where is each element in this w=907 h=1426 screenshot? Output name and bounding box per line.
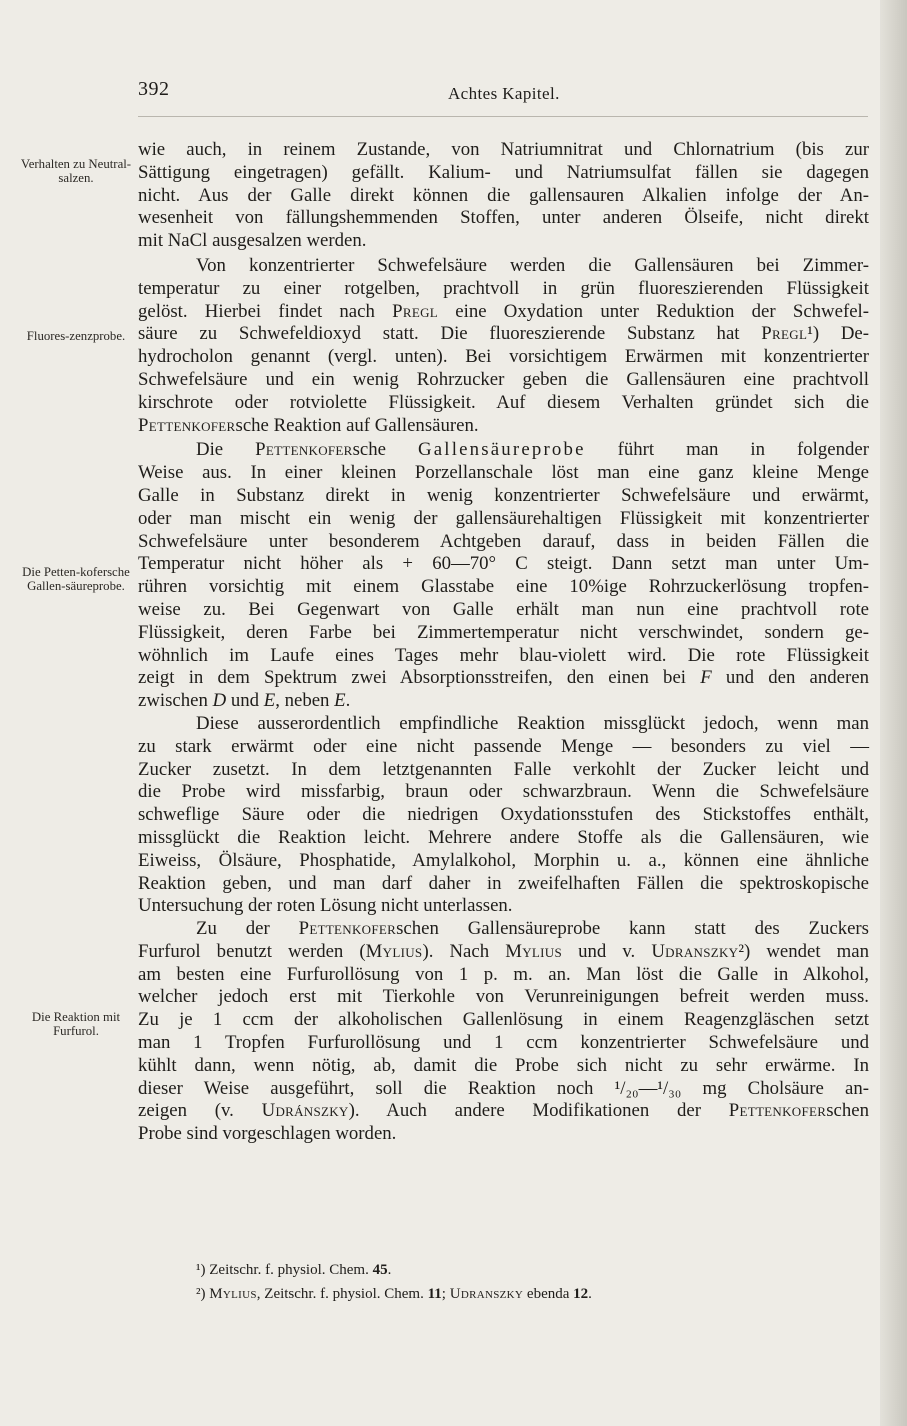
text-line: wöhnlich im Laufe eines Tages mehr blau-violett wird. Die rote Flüssigkeit	[138, 644, 869, 666]
text-line: wesenheit von fällungshemmenden Stoffen, unter anderen Ölseife, nicht direkt	[138, 207, 869, 229]
text-line: Eiweiss, Ölsäure, Phosphatide, Amylalkohol, Morphin u. a., können eine ähnliche	[138, 849, 869, 871]
text-line: zu stark erwärmt oder eine nicht passende Menge — besonders zu viel —	[138, 735, 869, 757]
author-name: Pettenkofer	[728, 1100, 827, 1122]
text-line: Zu der Pettenkoferschen Gallensäureprobe kann statt des Zuckers	[196, 918, 869, 940]
author-name: Pregl	[392, 300, 439, 322]
page-header	[138, 78, 868, 108]
text-line: Furfurol benutzt werden (Mylius). Nach Mylius und v. Udranszky²) wendet man	[138, 940, 869, 962]
footnote-1: ¹) Zeitschr. f. physiol. Chem. 45.	[196, 1262, 392, 1278]
header-rule	[138, 116, 868, 117]
text-line: Schwefelsäure unter besonderem Achtgeben darauf, dass in beiden Fällen die	[138, 530, 869, 552]
margin-note-furfurol-reaction: Die Reaktion mit Furfurol.	[31, 1010, 121, 1038]
text-line: weise zu. Bei Gegenwart von Galle erhält man nun eine prachtvoll rote	[138, 598, 869, 620]
text-line: Zu je 1 ccm der alkoholischen Gallenlösung in einem Reagenzgläschen setzt	[138, 1009, 869, 1031]
text-line: Diese ausserordentlich empfindliche Reaktion missglückt jedoch, wenn man	[196, 712, 869, 734]
author-name: Mylius	[365, 940, 423, 962]
running-head: Achtes Kapitel.	[448, 84, 560, 103]
footnotes	[196, 1258, 856, 1306]
text-line: dieser Weise ausgeführt, soll die Reaktion noch ¹/₂₀—¹/₃₀ mg Cholsäure an-	[138, 1077, 869, 1099]
page-number: 392	[138, 78, 170, 100]
text-line: säure zu Schwefeldioxyd statt. Die fluoreszierende Substanz hat Pregl¹) De-	[138, 323, 870, 345]
author-name: Pettenkofer	[298, 918, 397, 940]
text-line: wie auch, in reinem Zustande, von Natriumnitrat und Chlornatrium (bis zur	[138, 139, 869, 160]
text-line: Zucker zusetzt. In dem letztgenannten Falle verkohlt der Zucker leicht und	[138, 758, 869, 780]
text-line: Temperatur nicht höher als + 60—70° C steigt. Dann setzt man unter Um-	[138, 553, 869, 575]
text-line: kirschrote oder rotviolette Flüssigkeit. Auf diesem Verhalten gründet sich die	[138, 391, 869, 413]
text-line: oder man mischt ein wenig der gallensäurehaltigen Flüssigkeit mit konzentrierter	[138, 507, 869, 529]
author-name: Pregl	[761, 323, 808, 345]
text-line: Galle in Substanz direkt in wenig konzentrierter Schwefelsäure und erwärmt,	[138, 484, 869, 506]
author-name: Udranszky	[651, 940, 739, 962]
text-line: kühlt dann, wenn nötig, ab, damit die Probe sich nicht zu sehr erwärme. In	[138, 1054, 869, 1076]
text-line: welcher jedoch erst mit Tierkohle von Verunreinigungen befreit werden muss.	[138, 986, 869, 1008]
text-line: die Probe wird missfarbig, braun oder schwarzbraun. Wenn die Schwefelsäure	[138, 781, 869, 803]
text-line: schweflige Säure oder die niedrigen Oxydationsstufen des Stickstoffes enthält,	[138, 804, 869, 826]
author-name: Pettenkofer	[138, 414, 236, 436]
author-name: Udránszky	[261, 1100, 349, 1122]
text-line: nicht. Aus der Galle direkt können die gallensauren Alkalien infolge der An-	[138, 184, 869, 206]
text-line: Sättigung eingetragen) gefällt. Kalium- und Natriumsulfat fällen sie dagegen	[138, 161, 869, 183]
text-line: zeigt in dem Spektrum zwei Absorptionsstreifen, den einen bei F und den anderen	[138, 667, 869, 689]
text-line: gelöst. Hierbei findet nach Pregl eine Oxydation unter Reduktion der Schwefel-	[138, 300, 870, 322]
text-line: Von konzentrierter Schwefelsäure werden die Gallensäuren bei Zimmer-	[196, 254, 869, 276]
text-line: Untersuchung der roten Lösung nicht unterlassen.	[138, 895, 513, 917]
text-line: Pettenkofersche Reaktion auf Gallensäuren.	[138, 414, 479, 436]
author-name: Pettenkofer	[255, 439, 353, 461]
text-line: am besten eine Furfurollösung von 1 p. m. an. Man löst die Galle in Alkohol,	[138, 963, 869, 985]
text-line: zwischen D und E, neben E.	[138, 690, 351, 712]
text-line: temperatur zu einer rotgelben, prachtvoll in grün fluoreszierenden Flüssigkeit	[138, 277, 869, 299]
text-line: missglückt die Reaktion leicht. Mehrere andere Stoffe als die Gallensäuren, wie	[138, 826, 869, 848]
text-line: Flüssigkeit, deren Farbe bei Zimmertemperatur nicht verschwindet, sondern ge-	[138, 621, 869, 643]
text-line: man 1 Tropfen Furfurollösung und 1 ccm konzentrierter Schwefelsäure und	[138, 1032, 869, 1054]
margin-note-pettenkofer-test: Die Petten-kofersche Gallen-säureprobe.	[22, 565, 130, 593]
text-line: Reaktion geben, und man darf daher in zweifelhaften Fällen die spektroskopische	[138, 872, 869, 894]
text-line: Weise aus. In einer kleinen Porzellanschale löst man eine ganz kleine Menge	[138, 462, 869, 484]
body-text	[138, 139, 869, 1146]
page-edge	[880, 0, 907, 1426]
margin-note-fluorescence-test: Fluores-zenzprobe.	[26, 329, 126, 343]
text-line: mit NaCl ausgesalzen werden.	[138, 230, 367, 252]
text-line: rühren vorsichtig mit einem Glasstabe eine 10%ige Rohrzuckerlösung tropfen-	[138, 576, 869, 598]
emphasis-term: Gallensäureprobe	[417, 439, 586, 461]
margin-note-neutral-salts: Verhalten zu Neutral-salzen.	[20, 157, 132, 185]
text-line: hydrocholon genannt (vergl. unten). Bei vorsichtigem Erwärmen mit konzentrierter	[138, 346, 869, 368]
text-line: zeigen (v. Udránszky). Auch andere Modifikationen der Pettenkoferschen	[138, 1100, 869, 1122]
text-line: Die Pettenkofersche Gallensäureprobe führt man in folgender	[196, 439, 869, 461]
text-line: Probe sind vorgeschlagen worden.	[138, 1123, 397, 1145]
text-line: Schwefelsäure und ein wenig Rohrzucker geben die Gallensäuren eine prachtvoll	[138, 368, 869, 390]
author-name: Mylius	[505, 940, 562, 962]
footnote-2: ²) Mylius, Zeitschr. f. physiol. Chem. 11; Udranszky ebenda 12.	[196, 1286, 592, 1302]
